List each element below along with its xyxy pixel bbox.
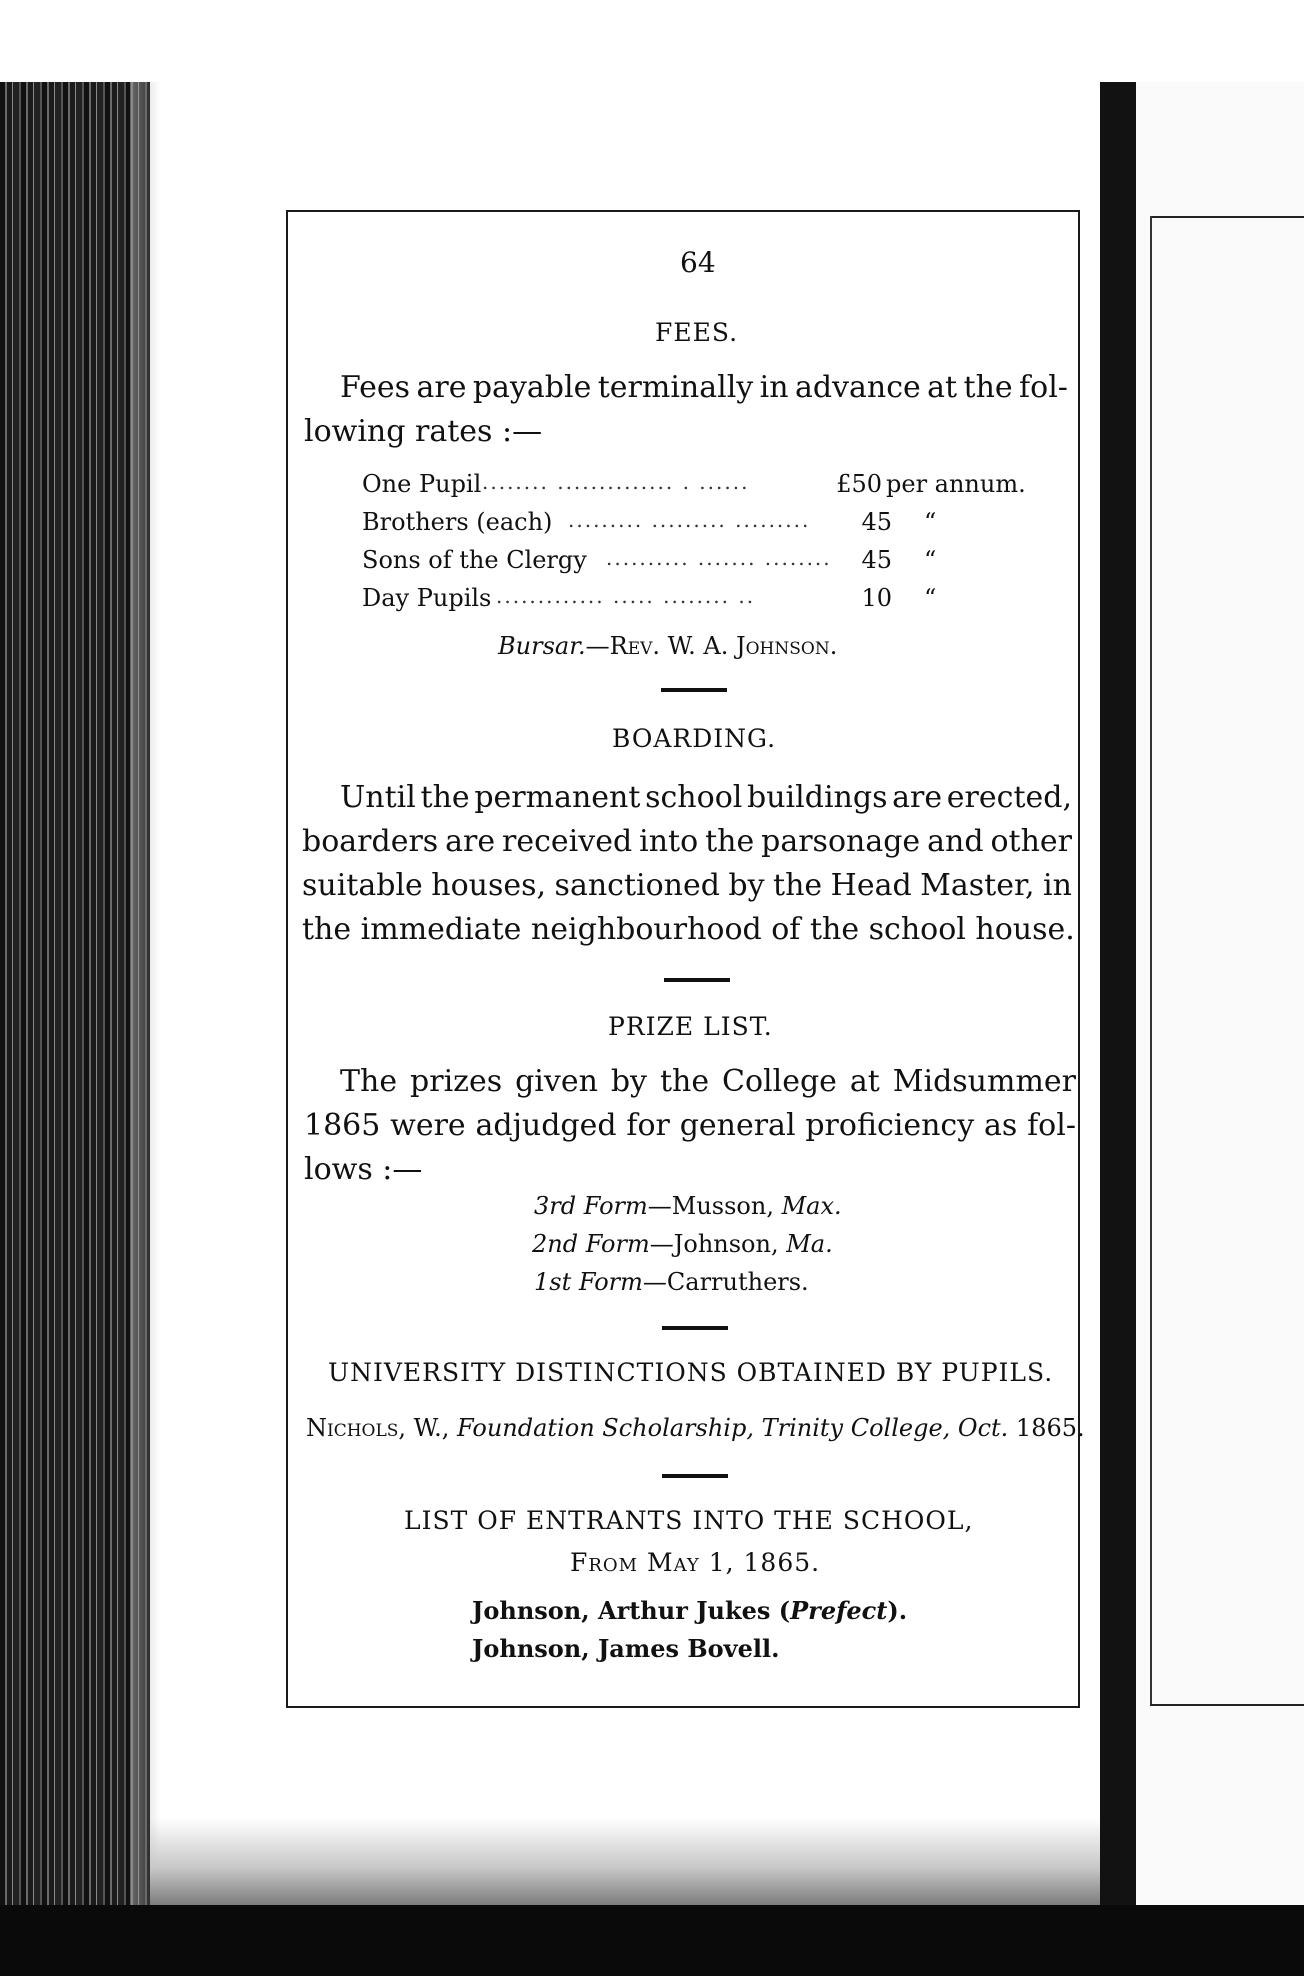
word: adjudged [475,1108,617,1143]
word: are [892,780,943,815]
entrants-heading: LIST OF ENTRANTS INTO THE SCHOOL, [404,1506,974,1535]
word: in [1043,868,1072,903]
prize-heading: PRIZE LIST. [608,1012,773,1041]
prize-line: lows :— [304,1152,423,1187]
prize-entry [534,1192,842,1220]
facing-page-rule [1150,216,1152,1706]
prize-line [340,1064,1076,1099]
word: boarders [302,824,439,859]
entrant-end: ). [887,1596,908,1625]
word: fol- [1019,370,1068,405]
boarding-line: the immediate neighbourhood of the school house. [302,912,1075,947]
word: the [705,824,755,859]
fee-label: Day Pupils [362,584,492,612]
word: general [679,1108,796,1143]
fee-amount: £50 [836,470,882,498]
fee-unit: “ [924,546,937,574]
fee-amount: 10 [861,584,892,612]
boarding-line [340,780,1072,815]
word: advance [794,370,921,405]
word: into [639,824,699,859]
word: parsonage [761,824,921,859]
form-label: 1st Form [534,1268,643,1296]
fee-unit: per annum. [886,470,1026,498]
page-bottom-shadow [150,1818,1100,1908]
entrant-text: Johnson, Arthur Jukes ( [472,1596,791,1625]
word: the [773,868,823,903]
boarding-heading: BOARDING. [612,724,777,753]
prize-entry [534,1268,809,1296]
entrant-name [472,1596,907,1625]
prize-winner: —Carruthers. [642,1268,809,1296]
word: by [728,868,765,903]
word: are [445,824,496,859]
word: buildings [747,780,888,815]
fee-unit: “ [924,508,937,536]
word: by [610,1064,647,1099]
word: Head [830,868,912,903]
prize-winner: —Musson, [647,1192,782,1220]
leader-dots: ............. ..... ........ .. [496,584,756,608]
word: Fees [340,370,411,405]
word: College [722,1064,837,1099]
university-heading: UNIVERSITY DISTINCTIONS OBTAINED BY PUPILS. [328,1358,1054,1387]
scholarship-award: Foundation Scholarship, Trinity College, Oct. [457,1414,1009,1442]
section-divider [661,688,727,692]
word: Midsummer [892,1064,1076,1099]
word: proficiency [805,1108,975,1143]
word: terminally [597,370,754,405]
boarding-line [302,824,1072,859]
scholarship-line [306,1414,1085,1442]
fee-row [362,508,1062,542]
word: the [420,780,470,815]
word: in [759,370,789,405]
word: at [849,1064,880,1099]
fee-row [362,470,1062,504]
word: received [502,824,633,859]
fee-unit: “ [924,584,937,612]
word: as [983,1108,1018,1143]
leader-dots: ........ .............. . ...... [482,470,750,494]
prize-entry [532,1230,833,1258]
fees-heading: FEES. [655,318,739,347]
word: and [927,824,984,859]
form-label: 2nd Form [532,1230,650,1258]
word: payable [472,370,592,405]
bursar-label: Bursar. [498,632,586,660]
word: other [990,824,1072,859]
scan-border [0,1905,1304,1976]
word: The [340,1064,398,1099]
fee-label: One Pupil [362,470,482,498]
page-edge-shadow [130,82,160,1917]
word: erected, [946,780,1072,815]
entrant-role: Prefect [790,1596,888,1625]
word: 1865 [304,1108,381,1143]
word: prizes [410,1064,503,1099]
section-divider [664,978,730,982]
prize-winner-suffix: Max. [781,1192,842,1220]
leader-dots: .......... ....... ........ [606,546,832,570]
scholar-name: Nichols, W., [306,1414,458,1442]
word: given [515,1064,598,1099]
facing-page-rule [1150,216,1304,218]
fee-row [362,584,1062,618]
word: permanent [474,780,641,815]
bursar-name: —Rev. W. A. Johnson. [585,632,838,660]
word: fol- [1027,1108,1076,1143]
section-divider [662,1326,728,1330]
word: sanctioned [554,868,720,903]
fees-intro-line: lowing rates :— [304,414,543,449]
word: the [659,1064,710,1099]
page-number: 64 [680,246,716,279]
word: suitable [302,868,423,903]
facing-page-rule [1150,1704,1304,1706]
entrant-text: Johnson, James Bovell. [472,1634,780,1663]
entrants-subheading: From May 1, 1865. [570,1548,821,1577]
boarding-line [302,868,1072,903]
fees-intro-line [340,370,1068,405]
leader-dots: ......... ......... ......... [568,508,811,532]
word: Master, [920,868,1035,903]
word: are [416,370,467,405]
word: school [645,780,743,815]
word: Until [340,780,416,815]
fee-amount: 45 [861,508,892,536]
word: the [963,370,1013,405]
facing-page [1136,82,1304,1917]
entrant-name [472,1634,779,1663]
book-gutter [1100,82,1136,1917]
form-label: 3rd Form [534,1192,648,1220]
book-page-edges [0,82,150,1917]
word: at [927,370,958,405]
fee-label: Sons of the Clergy [362,546,587,574]
fee-amount: 45 [861,546,892,574]
word: for [626,1108,670,1143]
fee-label: Brothers (each) [362,508,553,536]
prize-winner-suffix: Ma. [786,1230,833,1258]
word: houses, [431,868,547,903]
bursar-line [498,632,837,660]
scholarship-year: 1865. [1008,1414,1085,1442]
prize-line [304,1108,1076,1143]
word: were [390,1108,466,1143]
fee-row [362,546,1062,580]
prize-winner: —Johnson, [649,1230,787,1258]
section-divider [662,1474,728,1478]
